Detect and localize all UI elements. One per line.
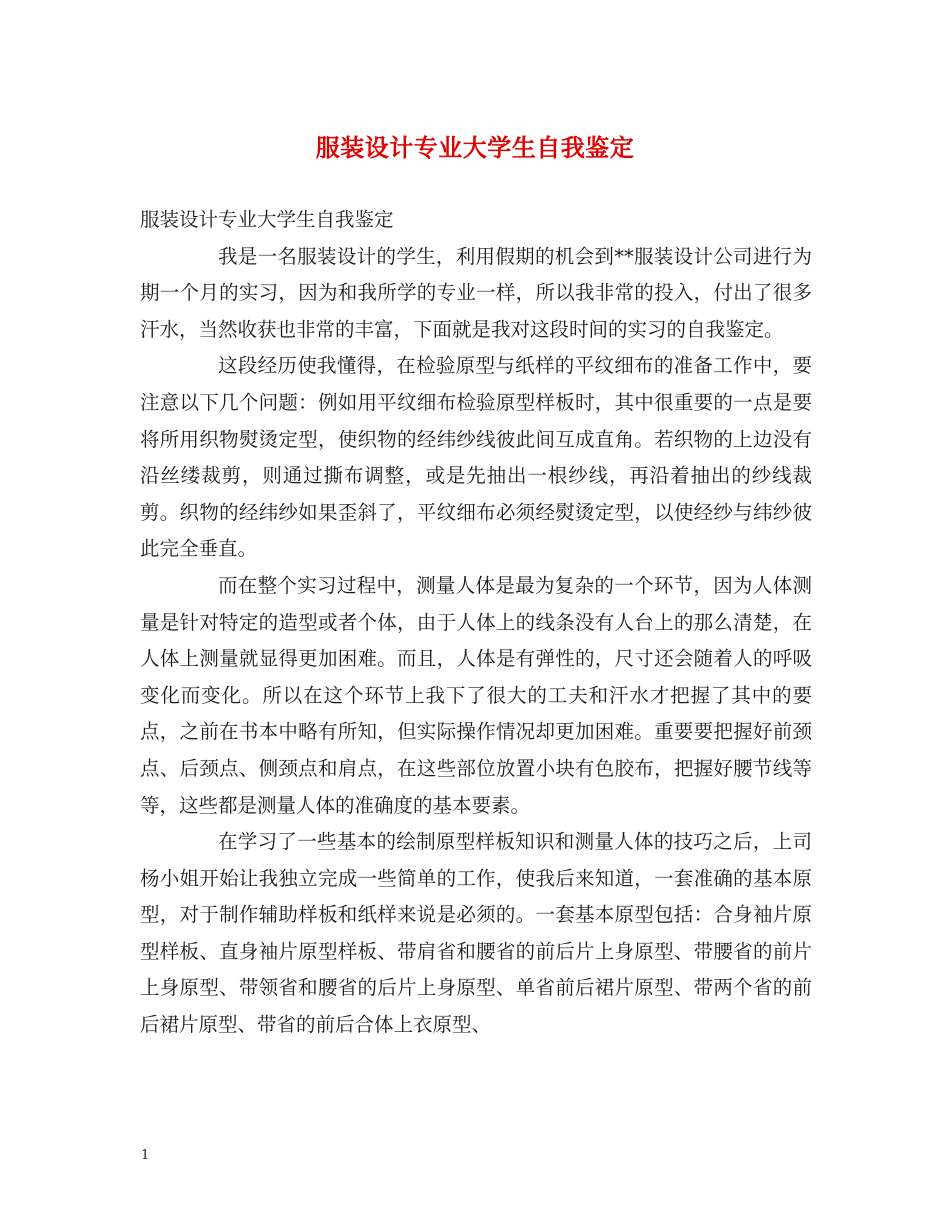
document-subtitle: 服装设计专业大学生自我鉴定 xyxy=(140,208,394,231)
document-title: 服装设计专业大学生自我鉴定 xyxy=(315,133,635,162)
page-number: 1 xyxy=(141,1148,150,1163)
paragraph-1: 我是一名服装设计的学生，利用假期的机会到**服装设计公司进行为期一个月的实习，因为和我所学的专业一样，所以我非常的投入，付出了很多汗水，当然收获也非常的丰富，下面就是我对这段时间的实习的自我鉴定。 xyxy=(140,244,812,341)
document-body xyxy=(140,202,812,1044)
paragraph-4: 在学习了一些基本的绘制原型样板知识和测量人体的技巧之后，上司杨小姐开始让我独立完成一些简单的工作，使我后来知道，一套准确的基本原型，对于制作辅助样板和纸样来说是必须的。一套基本原型包括：合身袖片原型样板、直身袖片原型样板、带肩省和腰省的前后片上身原型、带腰省的前片上身原型、带领省和腰省的后片上身原型、单省前后裙片原型、带两个省的前后裙片原型、带省的前后合体上衣原型、 xyxy=(140,830,812,1037)
paragraph-2: 这段经历使我懂得，在检验原型与纸样的平纹细布的准备工作中，要注意以下几个问题：例如用平纹细布检验原型样板时，其中很重要的一点是要将所用织物熨烫定型，使织物的经纬纱线彼此间互成直角。若织物的上边没有沿丝缕裁剪，则通过撕布调整，或是先抽出一根纱线，再沿着抽出的纱线裁剪。织物的经纬纱如果歪斜了，平纹细布必须经熨烫定型，以使经纱与纬纱彼此完全垂直。 xyxy=(140,354,812,561)
paragraph-3: 而在整个实习过程中，测量人体是最为复杂的一个环节，因为人体测量是针对特定的造型或者个体，由于人体上的线条没有人台上的那么清楚，在人体上测量就显得更加困难。而且，人体是有弹性的，尺寸还会随着人的呼吸变化而变化。所以在这个环节上我下了很大的工夫和汗水才把握了其中的要点，之前在书本中略有所知，但实际操作情况却更加困难。重要要把握好前颈点、后颈点、侧颈点和肩点，在这些部位放置小块有色胶布，把握好腰节线等等，这些都是测量人体的准确度的基本要素。 xyxy=(140,573,812,817)
